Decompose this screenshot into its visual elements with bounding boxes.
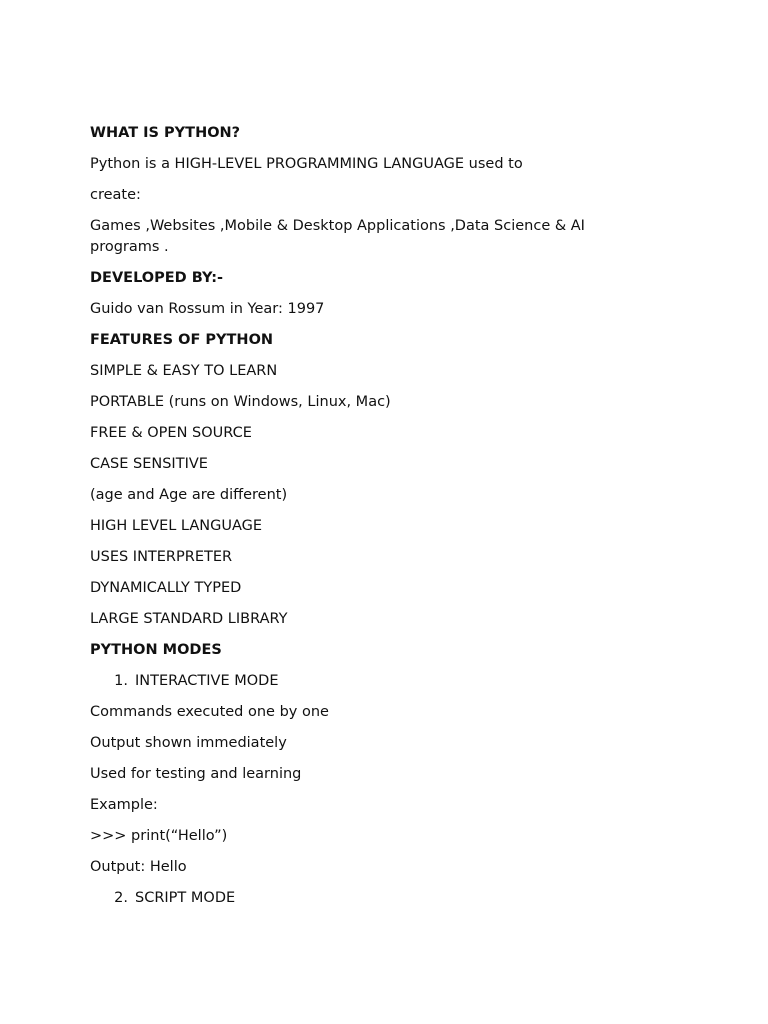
mode-1-label: INTERACTIVE MODE <box>135 673 279 689</box>
mode-1-line: Used for testing and learning <box>90 766 302 782</box>
feature-item: LARGE STANDARD LIBRARY <box>90 611 288 627</box>
intro-line-2: create: <box>90 187 141 203</box>
mode-1-line: >>> print(“Hello”) <box>90 828 228 844</box>
mode-1-number: 1. <box>114 673 128 689</box>
mode-2-item <box>90 888 628 908</box>
heading-features: FEATURES OF PYTHON <box>90 332 274 348</box>
mode-2-label: SCRIPT MODE <box>135 890 236 906</box>
mode-1-line: Commands executed one by one <box>90 704 329 720</box>
feature-item: CASE SENSITIVE <box>90 456 208 472</box>
feature-item: FREE & OPEN SOURCE <box>90 425 252 441</box>
intro-line-3: Games ,Websites ,Mobile & Desktop Applications ,Data Science & AI programs . <box>90 218 585 255</box>
heading-python-modes: PYTHON MODES <box>90 642 222 658</box>
mode-2-number: 2. <box>114 890 128 906</box>
heading-developed-by: DEVELOPED BY:- <box>90 270 224 286</box>
heading-what-is-python: WHAT IS PYTHON? <box>90 125 241 141</box>
feature-item: PORTABLE (runs on Windows, Linux, Mac) <box>90 394 391 410</box>
mode-1-line: Example: <box>90 797 158 813</box>
feature-item: (age and Age are different) <box>90 487 288 503</box>
feature-item: USES INTERPRETER <box>90 549 233 565</box>
intro-line-1: Python is a HIGH-LEVEL PROGRAMMING LANGUAGE used to <box>90 156 523 172</box>
mode-1-line: Output shown immediately <box>90 735 287 751</box>
feature-item: SIMPLE & EASY TO LEARN <box>90 363 278 379</box>
developer-line: Guido van Rossum in Year: 1997 <box>90 301 325 317</box>
feature-item: DYNAMICALLY TYPED <box>90 580 242 596</box>
feature-item: HIGH LEVEL LANGUAGE <box>90 518 263 534</box>
mode-1-line: Output: Hello <box>90 859 187 875</box>
mode-1-item <box>90 671 628 691</box>
